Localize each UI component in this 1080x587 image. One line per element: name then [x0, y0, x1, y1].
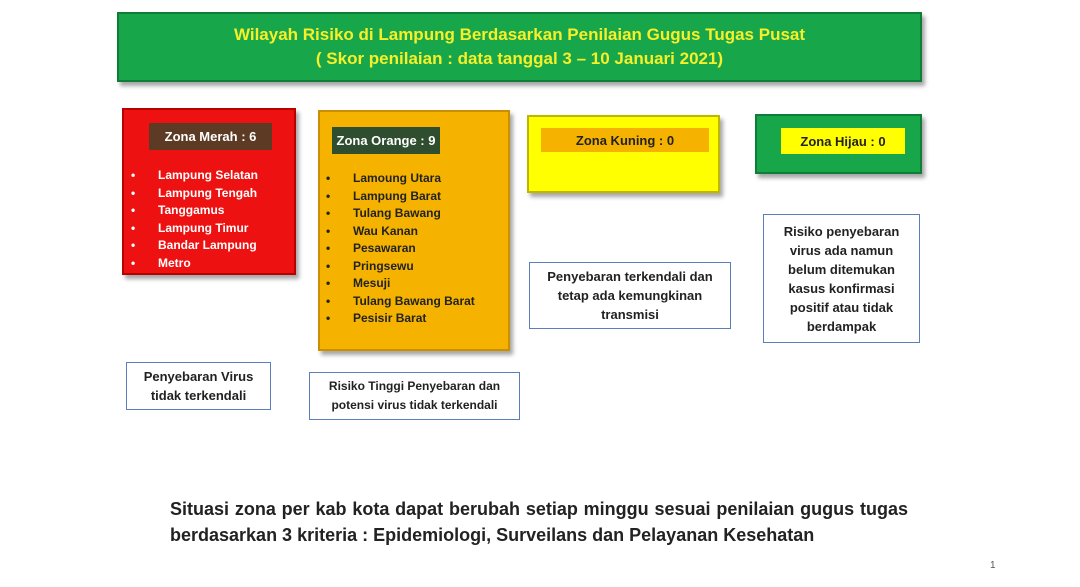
district-item	[131, 167, 259, 185]
zone-orange-box	[318, 110, 510, 351]
district-name: Pesawaran	[353, 241, 416, 255]
district-item	[326, 258, 475, 276]
district-name: Lamoung Utara	[353, 171, 442, 185]
bullet-icon: •	[131, 168, 136, 182]
zone-green-box	[755, 114, 922, 174]
district-item	[131, 220, 258, 238]
note-line: belum ditemukan	[788, 261, 895, 277]
title-line-2: ( Skor penilaian : data tanggal 3 – 10 Januari 2021)	[315, 49, 724, 68]
district-name: Tulang Bawang Barat	[353, 293, 475, 308]
bullet-icon: •	[326, 223, 331, 238]
bullet-icon: •	[131, 185, 136, 200]
district-name: Tulang Bawang	[353, 206, 441, 220]
district-name: Pesisir Barat	[353, 311, 427, 325]
district-item	[326, 293, 475, 311]
district-item	[326, 188, 475, 206]
bullet-icon: •	[326, 206, 331, 220]
bullet-icon: •	[326, 276, 331, 290]
note-line: potensi virus tidak terkendali	[331, 398, 498, 412]
zone-red-note	[126, 362, 271, 410]
zone-orange-district-list	[326, 170, 475, 328]
district-name: Lampung Timur	[158, 220, 249, 235]
district-item	[326, 223, 475, 241]
district-name: Lampung Tengah	[158, 185, 258, 200]
zone-red-label: Zona Merah : 6	[149, 123, 272, 150]
zone-yellow-box	[527, 115, 720, 193]
zone-yellow-label: Zona Kuning : 0	[541, 128, 709, 152]
zone-orange-label: Zona Orange : 9	[332, 127, 440, 154]
zone-yellow-note	[529, 262, 731, 329]
district-item	[326, 310, 475, 328]
note-line: tidak terkendali	[150, 388, 247, 403]
footer-text: Situasi zona per kab kota dapat berubah setiap minggu sesuai penilaian gugus tugas berdasarkan 3 kriteria : Epidemiologi, Surveilans dan Pelayanan Kesehatan	[170, 499, 908, 545]
bullet-icon: •	[131, 255, 136, 270]
district-item	[131, 185, 258, 203]
district-name: Wau Kanan	[353, 223, 418, 238]
zone-orange-note	[309, 372, 520, 420]
district-item	[326, 170, 475, 188]
bullet-icon: •	[326, 258, 331, 273]
note-line: virus ada namun	[789, 242, 894, 258]
district-name: Pringsewu	[353, 258, 414, 273]
note-line: positif atau tidak	[789, 299, 894, 315]
note-line: Penyebaran terkendali dan	[547, 269, 713, 284]
title-line-1: Wilayah Risiko di Lampung Berdasarkan Penilaian Gugus Tugas Pusat	[233, 25, 806, 44]
district-item	[131, 202, 258, 220]
district-item	[131, 237, 258, 255]
zone-red-box	[122, 108, 296, 275]
note-line: transmisi	[601, 307, 659, 322]
district-item	[326, 240, 475, 258]
note-line: berdampak	[806, 318, 877, 334]
note-line: tetap ada kemungkinan	[557, 288, 703, 303]
bullet-icon: •	[131, 238, 136, 252]
bullet-icon: •	[131, 203, 136, 217]
zone-red-district-list	[131, 167, 259, 272]
district-name: Mesuji	[353, 276, 391, 290]
bullet-icon: •	[326, 293, 331, 308]
district-item	[326, 205, 475, 223]
zone-green-label: Zona Hijau : 0	[781, 128, 905, 154]
district-name: Lampung Barat	[353, 188, 442, 203]
page-number: 1	[990, 560, 996, 571]
district-name: Lampung Selatan	[158, 168, 259, 182]
district-name: Tanggamus	[158, 203, 225, 217]
bullet-icon: •	[326, 188, 331, 203]
note-line: Risiko Tinggi Penyebaran dan	[328, 379, 501, 393]
note-line: kasus konfirmasi	[788, 280, 895, 296]
bullet-icon: •	[326, 171, 331, 185]
bullet-icon: •	[326, 311, 331, 325]
title-banner	[117, 12, 922, 82]
zone-green-note	[763, 214, 920, 343]
district-item	[326, 275, 475, 293]
note-line: Risiko penyebaran	[783, 223, 900, 239]
bullet-icon: •	[131, 220, 136, 235]
note-line: Penyebaran Virus	[143, 369, 254, 384]
bullet-icon: •	[326, 241, 331, 255]
district-name: Metro	[158, 255, 191, 270]
district-name: Bandar Lampung	[158, 238, 257, 252]
district-item	[131, 255, 258, 273]
